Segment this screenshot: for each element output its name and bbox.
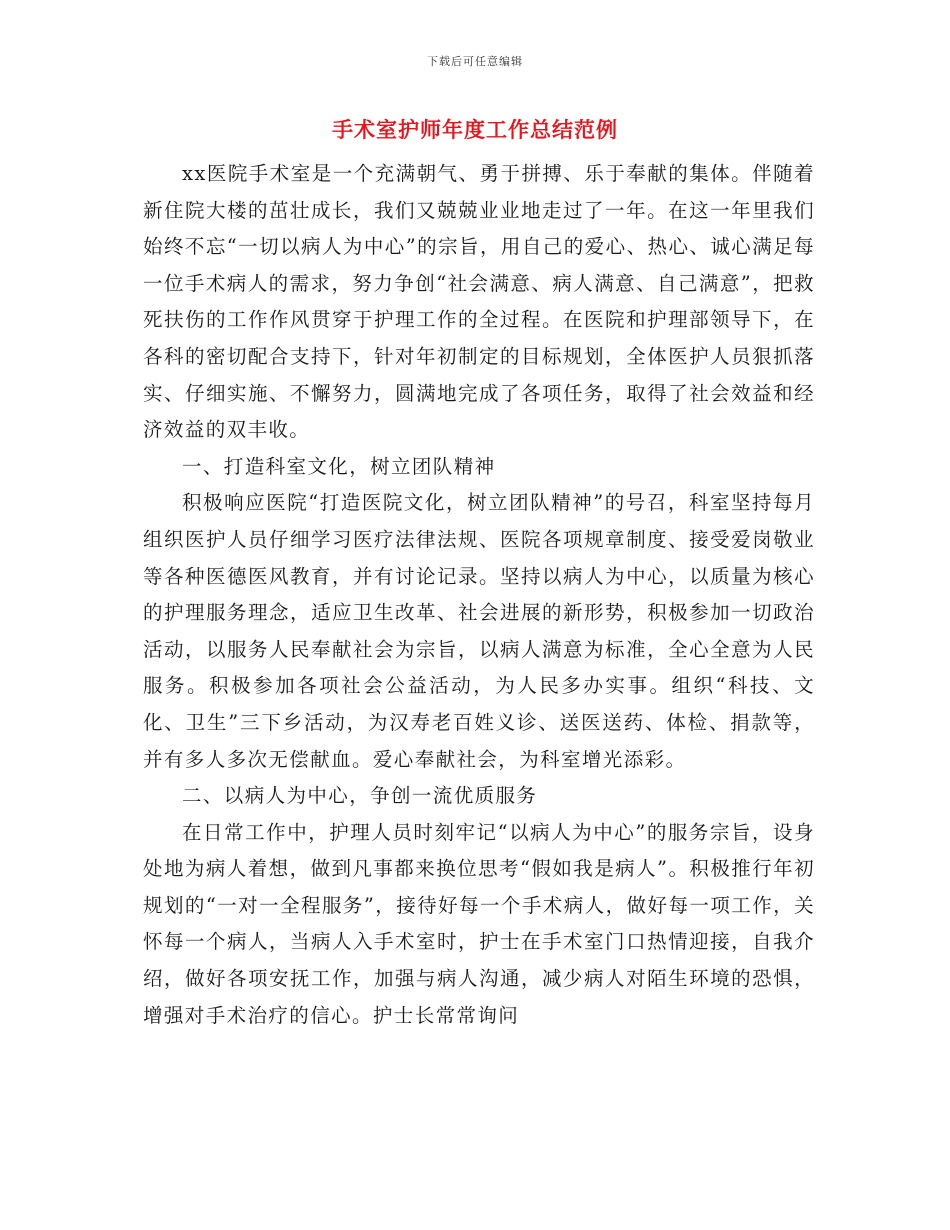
intro-paragraph: xx医院手术室是一个充满朝气、勇于拼搏、乐于奉献的集体。伴随着新住院大楼的茁壮成长，我们又兢兢业业地走过了一年。在这一年里我们始终不忘“一切以病人为中心”的宗旨，用自己的爱心、热心、诚心满足每一位手术病人的需求，努力争创“社会满意、病人满意、自己满意”，把救死扶伤的工作作风贯穿于护理工作的全过程。在医院和护理部领导下，在各科的密切配合支持下，针对年初制定的目标规划，全体医护人员狠抓落实、仔细实施、不懈努力，圆满地完成了各项任务，取得了社会效益和经济效益的双丰收。	[143, 162, 815, 442]
document-title: 手术室护师年度工作总结范例	[332, 117, 618, 142]
section-1-paragraph: 积极响应医院“打造医院文化，树立团队精神”的号召，科室坚持每月组织医护人员仔细学习医疗法律法规、医院各项规章制度、接受爱岗敬业等各种医德医风教育，并有讨论记录。坚持以病人为中心，以质量为核心的护理服务理念，适应卫生改革、社会进展的新形势，积极参加一切政治活动，以服务人民奉献社会为宗旨，以病人满意为标准，全心全意为人民服务。积极参加各项社会公益活动，为人民多办实事。组织“科技、文化、卫生”三下乡活动，为汉寿老百姓义诊、送医送药、体检、捐款等，并有多人多次无偿献血。爱心奉献社会，为科室增光添彩。	[143, 491, 815, 771]
section-heading-2: 二、以病人为中心，争创一流优质服务	[182, 784, 538, 808]
section-heading-1: 一、打造科室文化，树立团队精神	[182, 454, 496, 478]
document-body	[143, 156, 815, 1034]
section-2-paragraph: 在日常工作中，护理人员时刻牢记“以病人为中心”的服务宗旨，设身处地为病人着想，做到凡事都来换位思考“假如我是病人”。积极推行年初规划的“一对一全程服务”，接待好每一个手术病人，做好每一项工作，关怀每一个病人，当病人入手术室时，护士在手术室门口热情迎接，自我介绍，做好各项安抚工作，加强与病人沟通，减少病人对陌生环境的恐惧，增强对手术治疗的信心。护士长常常询问	[143, 820, 815, 1027]
header-note: 下载后可任意编辑	[427, 55, 523, 68]
